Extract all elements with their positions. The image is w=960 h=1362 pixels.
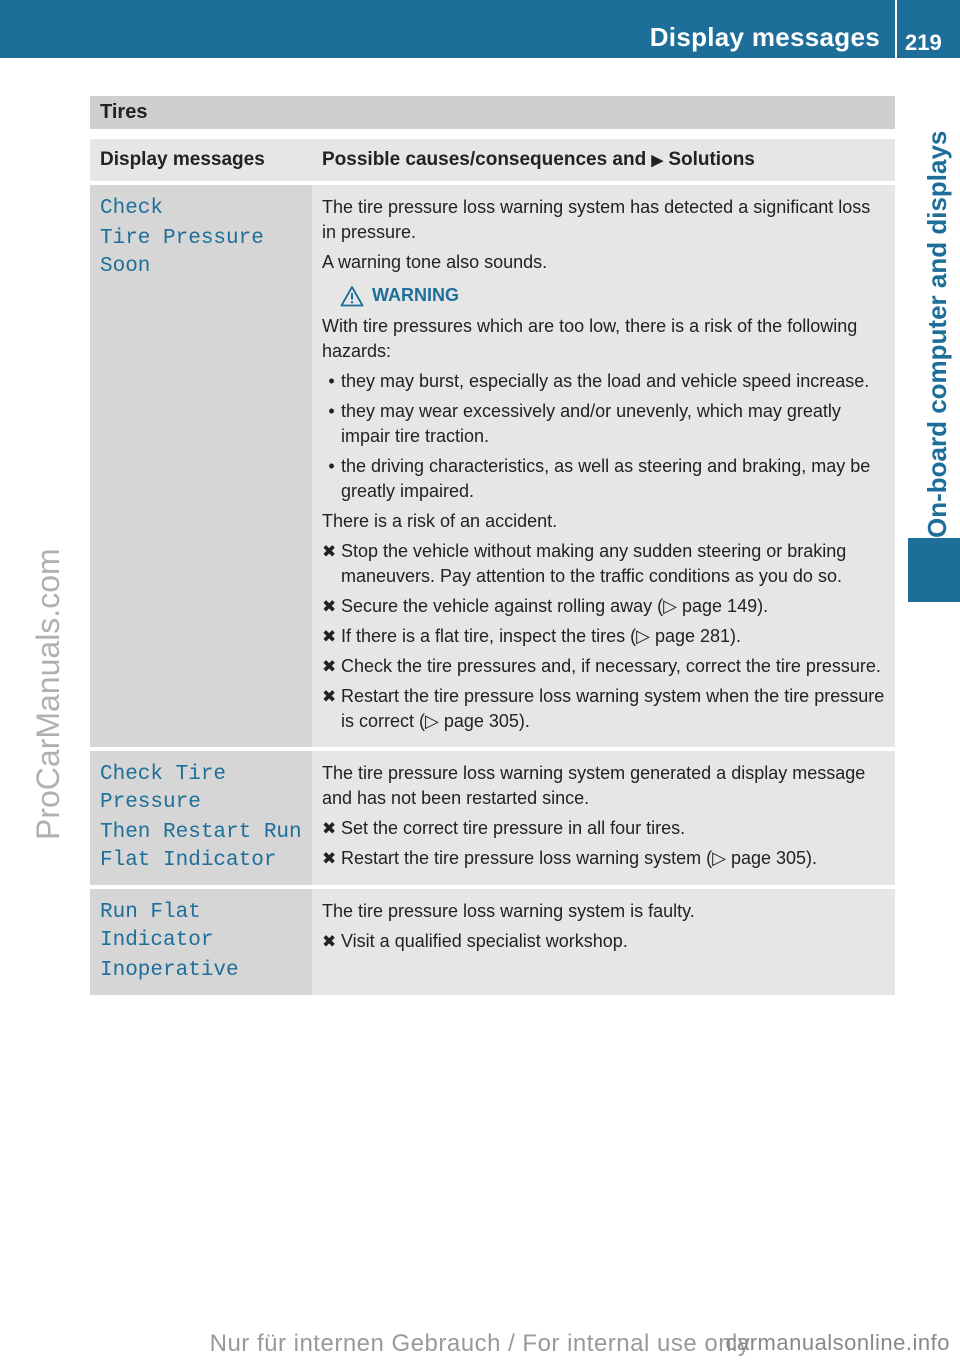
step-x-icon: ✖ [322, 849, 337, 868]
internal-use-notice: Nur für internen Gebrauch / For internal use only [209, 1330, 751, 1357]
cause-text: The tire pressure loss warning system generated a display message and has not been restarted since. [322, 763, 866, 808]
causes-cell [312, 751, 895, 885]
causes-cell [312, 889, 895, 995]
arrow-right-icon: ▶ [651, 152, 664, 169]
section-heading: Tires [90, 96, 895, 129]
list-item [322, 399, 887, 449]
step-x-icon: ✖ [322, 819, 337, 838]
list-item [322, 816, 887, 841]
table-row [90, 889, 895, 995]
list-item [322, 684, 887, 734]
step-x-icon: ✖ [322, 597, 337, 616]
list-item [322, 594, 887, 619]
cause-text: The tire pressure loss warning system is faulty. [322, 901, 695, 921]
bullet-icon: • [328, 371, 335, 391]
cause-text: A warning tone also sounds. [322, 252, 548, 272]
col-header-causes [312, 139, 895, 181]
step-text: Secure the vehicle against rolling away (▷ page 149). [341, 596, 769, 616]
table-row [90, 751, 895, 885]
chapter-sidebar [908, 58, 960, 602]
col-header-messages: Display messages [90, 139, 312, 181]
step-text: Set the correct tire pressure in all four tires. [341, 818, 686, 838]
step-text: Visit a qualified specialist workshop. [341, 931, 628, 951]
message-cell [90, 889, 312, 995]
step-x-icon: ✖ [322, 542, 337, 561]
page-header [0, 0, 960, 58]
message-line: Check Tire Pressure [100, 763, 227, 814]
warning-triangle-icon [340, 285, 364, 307]
step-text: Restart the tire pressure loss warning system (▷ page 305). [341, 848, 818, 868]
step-text: Check the tire pressures and, if necessary, correct the tire pressure. [341, 656, 881, 676]
messages-table [90, 135, 895, 999]
display-messages-table [90, 96, 895, 999]
step-x-icon: ✖ [322, 627, 337, 646]
step-x-icon: ✖ [322, 932, 337, 951]
table-header-row [90, 139, 895, 181]
list-item [322, 454, 887, 504]
bullet-text: the driving characteristics, as well as steering and braking, may be greatly impaired. [341, 456, 871, 501]
step-x-icon: ✖ [322, 657, 337, 676]
list-item [322, 624, 887, 649]
step-x-icon: ✖ [322, 687, 337, 706]
step-text: If there is a flat tire, inspect the tires (▷ page 281). [341, 626, 742, 646]
bullet-icon: • [328, 401, 335, 421]
message-line: Then Restart Run Flat Indicator [100, 821, 302, 872]
header-divider [895, 0, 897, 58]
message-line: Run Flat Indicator [100, 901, 214, 952]
warning-label: WARNING [372, 285, 459, 305]
warning-text: With tire pressures which are too low, there is a risk of the following hazards: [322, 316, 858, 361]
cause-text: The tire pressure loss warning system has detected a significant loss in pressure. [322, 197, 871, 242]
message-line: Tire Pressure Soon [100, 227, 264, 278]
page-footer [0, 1330, 960, 1358]
list-item [322, 654, 887, 679]
list-item [322, 846, 887, 871]
section-title: Display messages [649, 22, 880, 52]
message-line: Check [100, 197, 164, 220]
col-header-solutions-text: Solutions [668, 149, 755, 170]
watermark: ProCarManuals.com [30, 548, 66, 840]
page-number: 219 [905, 30, 942, 55]
step-text: Stop the vehicle without making any sudden steering or braking maneuvers. Pay attention to the traffic conditions as you do so. [341, 541, 847, 586]
list-item [322, 539, 887, 589]
bullet-icon: • [328, 456, 335, 476]
col-header-causes-text: Possible causes/consequences and [322, 149, 647, 170]
list-item [322, 929, 887, 954]
bullet-text: they may burst, especially as the load and vehicle speed increase. [341, 371, 870, 391]
site-watermark: carmanualsonline.info [725, 1330, 950, 1355]
causes-cell [312, 185, 895, 747]
bullet-text: they may wear excessively and/or unevenly, which may greatly impair tire traction. [341, 401, 841, 446]
chapter-tab [908, 538, 960, 602]
message-cell [90, 185, 312, 747]
table-row [90, 185, 895, 747]
step-text: Restart the tire pressure loss warning system when the tire pressure is correct (▷ page 305). [341, 686, 885, 731]
message-line: Inoperative [100, 959, 239, 982]
risk-text: There is a risk of an accident. [322, 511, 558, 531]
message-cell [90, 751, 312, 885]
chapter-title: On-board computer and displays [922, 130, 952, 538]
warning-heading [340, 283, 887, 308]
list-item [322, 369, 887, 394]
